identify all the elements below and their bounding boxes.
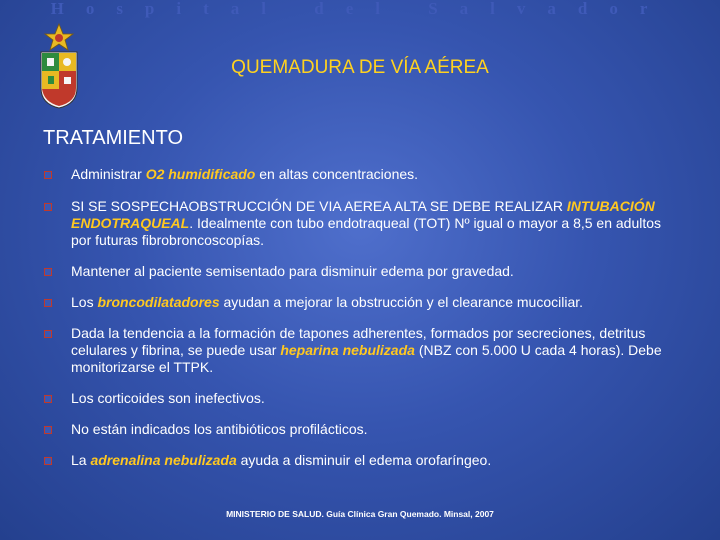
bullet-text: Los: [71, 294, 98, 310]
bullet-item-heparina: [42, 325, 682, 376]
bullet-item-antibioticos: [42, 421, 682, 438]
bullet-highlight: heparina nebulizada: [280, 342, 415, 358]
bullet-item-adrenalina: [42, 452, 682, 469]
bullet-text: Los corticoides son inefectivos.: [71, 390, 265, 406]
bullet-text-after: ayudan a mejorar la obstrucción y el clearance mucociliar.: [219, 294, 584, 310]
footer-citation: MINISTERIO DE SALUD. Guía Clínica Gran Quemado. Minsal, 2007: [226, 509, 494, 519]
bullet-item-broncodilatadores: [42, 294, 682, 311]
bullet-text: Mantener al paciente semisentado para disminuir edema por gravedad.: [71, 263, 514, 279]
bullet-highlight: adrenalina nebulizada: [90, 452, 237, 468]
treatment-bullet-list: [42, 166, 682, 483]
bullet-text: Dada la tendencia a la formación de tapones adherentes, formados por secreciones, detritus celulares y fibrina, se puede usar: [71, 325, 646, 358]
bullet-item-o2: [42, 166, 682, 183]
bullet-text: La: [71, 452, 91, 468]
bullet-text: Administrar: [71, 166, 146, 182]
bullet-item-corticoides: [42, 390, 682, 407]
square-bullet-icon: [44, 426, 52, 434]
square-bullet-icon: [44, 330, 52, 338]
hospital-name-banner: Hospital del Salvador: [50, 0, 670, 18]
bullet-item-semisentado: [42, 263, 682, 280]
square-bullet-icon: [44, 268, 52, 276]
square-bullet-icon: [44, 203, 52, 211]
bullet-text-after: . Idealmente con tubo endotraqueal (TOT) Nº igual o mayor a 8,5 en adultos por futuras fibrobroncoscopías.: [71, 215, 662, 248]
square-bullet-icon: [44, 457, 52, 465]
bullet-text-after: ayuda a disminuir el edema orofaríngeo.: [236, 452, 492, 468]
bullet-text-after: (NBZ con 5.000 U cada 4 horas). Debe monitorizarse el TTPK.: [71, 342, 662, 375]
slide-title: QUEMADURA DE VÍA AÉREA: [231, 57, 489, 78]
bullet-item-intubacion: [42, 198, 682, 249]
section-heading: TRATAMIENTO: [43, 127, 183, 149]
square-bullet-icon: [44, 171, 52, 179]
bullet-text-after: en altas concentraciones.: [255, 166, 419, 182]
square-bullet-icon: [44, 395, 52, 403]
bullet-highlight: broncodilatadores: [97, 294, 220, 310]
bullet-highlight: O2 humidificado: [145, 166, 256, 182]
bullet-highlight: INTUBACIÓN ENDOTRAQUEAL: [71, 198, 655, 231]
bullet-text: No están indicados los antibióticos profilácticos.: [71, 421, 368, 437]
bullet-text: SI SE SOSPECHAOBSTRUCCIÓN DE VIA AEREA ALTA SE DEBE REALIZAR: [71, 198, 567, 214]
square-bullet-icon: [44, 299, 52, 307]
